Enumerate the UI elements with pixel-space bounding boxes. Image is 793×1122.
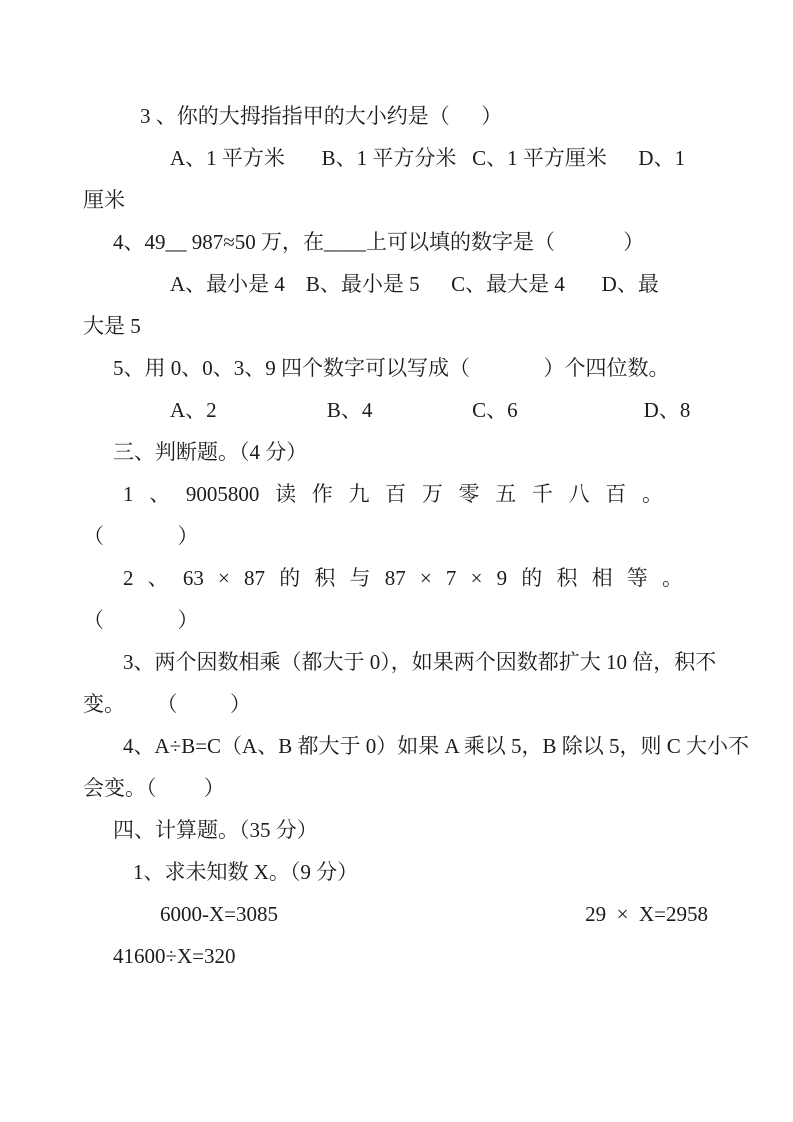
statement-token: 积 <box>314 566 336 590</box>
judge-q3-statement-line2: 变。 （ ） <box>83 692 251 716</box>
equation-6000-minus-x: 6000-X=3085 <box>160 902 279 926</box>
judge-q3-statement-line1: 3、两个因数相乘（都大于 0），如果两个因数都扩大 10 倍，积不 <box>123 650 717 674</box>
statement-token: × <box>419 566 432 590</box>
statement-token: 千 <box>531 482 553 506</box>
choice-q3-stem: 3 、你的大拇指指甲的大小约是（ ） <box>140 104 503 128</box>
judge-q1-statement <box>123 473 663 515</box>
statement-token: 87 <box>244 566 266 590</box>
statement-token: 零 <box>458 482 480 506</box>
calc-sub-heading: 1、求未知数 X。（9 分） <box>133 860 359 884</box>
choice-q3-options-wrap: 厘米 <box>83 188 125 212</box>
judge-section-heading: 三、判断题。（4 分） <box>113 440 308 464</box>
statement-token: 五 <box>495 482 517 506</box>
judge-q1-answer-blank: （ ） <box>83 524 199 548</box>
judge-q4-statement-line1: 4、A÷B=C（A、B 都大于 0）如果 A 乘以 5，B 除以 5，则 C 大小不 <box>123 734 749 758</box>
calc-equation-row <box>83 893 708 935</box>
statement-token: 积 <box>556 566 578 590</box>
statement-token: 、 <box>149 482 171 506</box>
statement-token: 读 <box>275 482 297 506</box>
statement-token: 1 <box>123 482 134 506</box>
choice-q4-options-wrap: 大是 5 <box>83 314 141 338</box>
choice-q4-options-row: A、最小是 4 B、最小是 5 C、最大是 4 D、最 <box>170 272 659 296</box>
choice-q5-options-row: A、2 B、4 C、6 D、8 <box>170 398 691 422</box>
judge-q2-answer-blank: （ ） <box>83 608 199 632</box>
statement-token: 。 <box>661 566 683 590</box>
statement-token: 的 <box>279 566 301 590</box>
choice-q4-stem: 4、49__ 987≈50 万，在____上可以填的数字是（ ） <box>113 230 645 254</box>
exam-text-block <box>83 95 749 977</box>
statement-token: × <box>470 566 483 590</box>
choice-q3-options-row: A、1 平方米 B、1 平方分米 C、1 平方厘米 D、1 <box>170 146 686 170</box>
statement-token: 、 <box>147 566 169 590</box>
statement-token: 的 <box>521 566 543 590</box>
statement-token: 作 <box>311 482 333 506</box>
statement-token: 万 <box>421 482 443 506</box>
statement-token: 。 <box>641 482 663 506</box>
statement-token: × <box>218 566 230 590</box>
statement-token: 7 <box>445 566 457 590</box>
equation-29-times-x: 29 × X=2958 <box>585 902 708 926</box>
statement-token: 等 <box>626 566 648 590</box>
statement-token: 9 <box>496 566 508 590</box>
statement-token: 九 <box>348 482 370 506</box>
judge-q2-statement <box>123 557 683 599</box>
judge-q4-statement-line2: 会变。（ ） <box>83 776 225 800</box>
statement-token: 87 <box>384 566 406 590</box>
statement-token: 相 <box>591 566 613 590</box>
statement-token: 2 <box>123 566 134 590</box>
statement-token: 百 <box>605 482 627 506</box>
equation-41600-div-x: 41600÷X=320 <box>113 944 236 968</box>
statement-token: 八 <box>568 482 590 506</box>
calc-section-heading: 四、计算题。（35 分） <box>113 818 318 842</box>
statement-token: 百 <box>385 482 407 506</box>
statement-token: 63 <box>182 566 204 590</box>
statement-token: 9005800 <box>185 482 260 506</box>
statement-token: 与 <box>349 566 371 590</box>
choice-q5-stem: 5、用 0、0、3、9 四个数字可以写成（ ）个四位数。 <box>113 356 670 380</box>
